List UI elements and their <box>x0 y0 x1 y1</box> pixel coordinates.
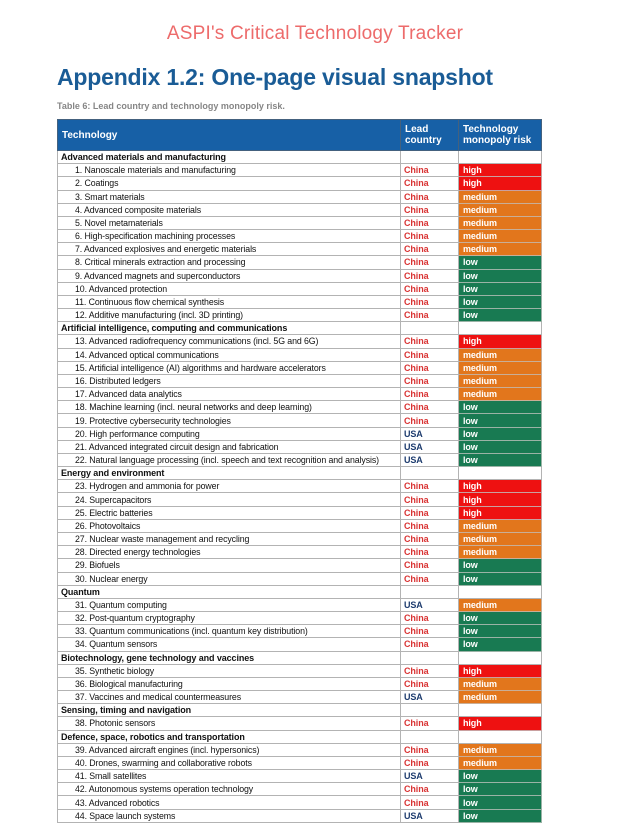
technology-name: 14. Advanced optical communications <box>58 348 401 361</box>
technology-row <box>58 717 542 730</box>
monopoly-risk-badge: low <box>459 427 542 440</box>
technology-name: 35. Synthetic biology <box>58 664 401 677</box>
monopoly-risk-badge: high <box>459 177 542 190</box>
monopoly-risk-badge: low <box>459 638 542 651</box>
monopoly-risk-badge: high <box>459 493 542 506</box>
technology-row <box>58 361 542 374</box>
technology-name: 11. Continuous flow chemical synthesis <box>58 295 401 308</box>
section-title: Biotechnology, gene technology and vaccines <box>58 651 401 664</box>
lead-country: China <box>401 493 459 506</box>
technology-name: 30. Nuclear energy <box>58 572 401 585</box>
technology-name: 34. Quantum sensors <box>58 638 401 651</box>
technology-row <box>58 809 542 822</box>
monopoly-risk-badge: medium <box>459 598 542 611</box>
section-title: Artificial intelligence, computing and communications <box>58 322 401 335</box>
lead-country: China <box>401 374 459 387</box>
lead-country: China <box>401 480 459 493</box>
technology-name: 19. Protective cybersecurity technologies <box>58 414 401 427</box>
lead-country: USA <box>401 427 459 440</box>
monopoly-risk-badge: high <box>459 664 542 677</box>
lead-country: China <box>401 572 459 585</box>
technology-row <box>58 559 542 572</box>
section-header-row <box>58 151 542 164</box>
technology-name: 22. Natural language processing (incl. speech and text recognition and analysis) <box>58 453 401 466</box>
technology-row <box>58 625 542 638</box>
monopoly-risk-badge: low <box>459 612 542 625</box>
empty-country-cell <box>401 585 459 598</box>
monopoly-risk-badge: medium <box>459 519 542 532</box>
technology-name: 43. Advanced robotics <box>58 796 401 809</box>
lead-country: China <box>401 625 459 638</box>
technology-name: 32. Post-quantum cryptography <box>58 612 401 625</box>
lead-country: China <box>401 295 459 308</box>
monopoly-risk-badge: medium <box>459 756 542 769</box>
technology-row <box>58 427 542 440</box>
technology-name: 39. Advanced aircraft engines (incl. hypersonics) <box>58 743 401 756</box>
technology-row <box>58 230 542 243</box>
section-title: Defence, space, robotics and transportation <box>58 730 401 743</box>
technology-row <box>58 348 542 361</box>
lead-country: China <box>401 269 459 282</box>
monopoly-risk-badge: low <box>459 783 542 796</box>
technology-name: 27. Nuclear waste management and recycling <box>58 532 401 545</box>
technology-name: 6. High-specification machining processes <box>58 230 401 243</box>
technology-name: 28. Directed energy technologies <box>58 546 401 559</box>
technology-row <box>58 388 542 401</box>
monopoly-risk-badge: low <box>459 401 542 414</box>
technology-row <box>58 480 542 493</box>
empty-country-cell <box>401 651 459 664</box>
technology-row <box>58 243 542 256</box>
column-header-technology: Technology <box>58 120 401 151</box>
technology-row <box>58 493 542 506</box>
monopoly-risk-badge: low <box>459 414 542 427</box>
technology-row <box>58 756 542 769</box>
technology-name: 16. Distributed ledgers <box>58 374 401 387</box>
technology-row <box>58 164 542 177</box>
technology-name: 29. Biofuels <box>58 559 401 572</box>
technology-row <box>58 612 542 625</box>
lead-country: China <box>401 164 459 177</box>
section-title: Energy and environment <box>58 467 401 480</box>
monopoly-risk-badge: high <box>459 717 542 730</box>
section-header-row <box>58 730 542 743</box>
lead-country: China <box>401 546 459 559</box>
lead-country: China <box>401 335 459 348</box>
technology-row <box>58 506 542 519</box>
technology-table <box>57 119 542 823</box>
section-title: Sensing, timing and navigation <box>58 704 401 717</box>
monopoly-risk-badge: low <box>459 295 542 308</box>
lead-country: China <box>401 756 459 769</box>
technology-name: 5. Novel metamaterials <box>58 216 401 229</box>
lead-country: USA <box>401 691 459 704</box>
empty-risk-cell <box>459 585 542 598</box>
lead-country: China <box>401 361 459 374</box>
lead-country: China <box>401 638 459 651</box>
monopoly-risk-badge: low <box>459 809 542 822</box>
lead-country: China <box>401 796 459 809</box>
monopoly-risk-badge: medium <box>459 203 542 216</box>
technology-row <box>58 664 542 677</box>
lead-country: China <box>401 216 459 229</box>
monopoly-risk-badge: low <box>459 256 542 269</box>
empty-risk-cell <box>459 730 542 743</box>
technology-row <box>58 532 542 545</box>
technology-row <box>58 203 542 216</box>
technology-row <box>58 190 542 203</box>
section-header-row <box>58 322 542 335</box>
section-header-row <box>58 467 542 480</box>
empty-risk-cell <box>459 322 542 335</box>
monopoly-risk-badge: high <box>459 506 542 519</box>
technology-name: 15. Artificial intelligence (AI) algorithms and hardware accelerators <box>58 361 401 374</box>
lead-country: China <box>401 743 459 756</box>
empty-country-cell <box>401 704 459 717</box>
lead-country: China <box>401 783 459 796</box>
technology-name: 31. Quantum computing <box>58 598 401 611</box>
technology-name: 20. High performance computing <box>58 427 401 440</box>
lead-country: China <box>401 519 459 532</box>
lead-country: China <box>401 664 459 677</box>
technology-name: 9. Advanced magnets and superconductors <box>58 269 401 282</box>
lead-country: USA <box>401 453 459 466</box>
table-caption: Table 6: Lead country and technology monopoly risk. <box>57 101 285 111</box>
technology-row <box>58 691 542 704</box>
technology-name: 12. Additive manufacturing (incl. 3D printing) <box>58 309 401 322</box>
technology-name: 4. Advanced composite materials <box>58 203 401 216</box>
empty-risk-cell <box>459 651 542 664</box>
technology-row <box>58 677 542 690</box>
technology-name: 21. Advanced integrated circuit design and fabrication <box>58 440 401 453</box>
technology-row <box>58 770 542 783</box>
technology-row <box>58 546 542 559</box>
monopoly-risk-badge: low <box>459 269 542 282</box>
monopoly-risk-badge: medium <box>459 743 542 756</box>
lead-country: China <box>401 177 459 190</box>
technology-row <box>58 309 542 322</box>
technology-name: 24. Supercapacitors <box>58 493 401 506</box>
section-title: Quantum <box>58 585 401 598</box>
technology-name: 26. Photovoltaics <box>58 519 401 532</box>
technology-name: 18. Machine learning (incl. neural networks and deep learning) <box>58 401 401 414</box>
lead-country: China <box>401 559 459 572</box>
lead-country: USA <box>401 770 459 783</box>
section-header-row <box>58 585 542 598</box>
empty-country-cell <box>401 322 459 335</box>
technology-row <box>58 572 542 585</box>
technology-name: 3. Smart materials <box>58 190 401 203</box>
monopoly-risk-badge: low <box>459 572 542 585</box>
lead-country: China <box>401 230 459 243</box>
lead-country: China <box>401 203 459 216</box>
monopoly-risk-badge: medium <box>459 374 542 387</box>
technology-row <box>58 783 542 796</box>
technology-name: 2. Coatings <box>58 177 401 190</box>
technology-row <box>58 598 542 611</box>
technology-name: 23. Hydrogen and ammonia for power <box>58 480 401 493</box>
lead-country: China <box>401 506 459 519</box>
technology-name: 25. Electric batteries <box>58 506 401 519</box>
monopoly-risk-badge: high <box>459 335 542 348</box>
technology-row <box>58 414 542 427</box>
lead-country: China <box>401 256 459 269</box>
technology-row <box>58 177 542 190</box>
monopoly-risk-badge: medium <box>459 388 542 401</box>
empty-country-cell <box>401 730 459 743</box>
technology-row <box>58 519 542 532</box>
monopoly-risk-badge: low <box>459 453 542 466</box>
technology-name: 36. Biological manufacturing <box>58 677 401 690</box>
technology-row <box>58 295 542 308</box>
technology-row <box>58 796 542 809</box>
technology-name: 42. Autonomous systems operation technology <box>58 783 401 796</box>
monopoly-risk-badge: low <box>459 282 542 295</box>
monopoly-risk-badge: medium <box>459 361 542 374</box>
technology-row <box>58 374 542 387</box>
page-title: Appendix 1.2: One-page visual snapshot <box>57 64 493 90</box>
monopoly-risk-badge: low <box>459 625 542 638</box>
lead-country: China <box>401 717 459 730</box>
monopoly-risk-badge: medium <box>459 677 542 690</box>
monopoly-risk-badge: low <box>459 440 542 453</box>
monopoly-risk-badge: medium <box>459 691 542 704</box>
technology-name: 13. Advanced radiofrequency communications (incl. 5G and 6G) <box>58 335 401 348</box>
monopoly-risk-badge: medium <box>459 243 542 256</box>
technology-name: 1. Nanoscale materials and manufacturing <box>58 164 401 177</box>
empty-risk-cell <box>459 704 542 717</box>
table-header-row <box>58 120 542 151</box>
empty-country-cell <box>401 151 459 164</box>
lead-country: China <box>401 532 459 545</box>
technology-row <box>58 401 542 414</box>
monopoly-risk-badge: low <box>459 309 542 322</box>
column-header-monopoly-risk: Technology monopoly risk <box>459 120 542 151</box>
monopoly-risk-badge: medium <box>459 546 542 559</box>
technology-row <box>58 743 542 756</box>
technology-row <box>58 216 542 229</box>
technology-name: 8. Critical minerals extraction and processing <box>58 256 401 269</box>
lead-country: China <box>401 190 459 203</box>
lead-country: China <box>401 282 459 295</box>
monopoly-risk-badge: medium <box>459 348 542 361</box>
technology-row <box>58 453 542 466</box>
technology-name: 41. Small satellites <box>58 770 401 783</box>
technology-name: 40. Drones, swarming and collaborative robots <box>58 756 401 769</box>
technology-name: 7. Advanced explosives and energetic materials <box>58 243 401 256</box>
lead-country: China <box>401 401 459 414</box>
monopoly-risk-badge: high <box>459 164 542 177</box>
monopoly-risk-badge: medium <box>459 532 542 545</box>
monopoly-risk-badge: low <box>459 559 542 572</box>
technology-row <box>58 256 542 269</box>
monopoly-risk-badge: low <box>459 770 542 783</box>
technology-row <box>58 269 542 282</box>
lead-country: USA <box>401 440 459 453</box>
technology-name: 38. Photonic sensors <box>58 717 401 730</box>
lead-country: China <box>401 612 459 625</box>
technology-row <box>58 282 542 295</box>
section-header-row <box>58 704 542 717</box>
tracker-header-title: ASPI's Critical Technology Tracker <box>166 23 464 44</box>
monopoly-risk-badge: medium <box>459 230 542 243</box>
technology-name: 37. Vaccines and medical countermeasures <box>58 691 401 704</box>
technology-name: 33. Quantum communications (incl. quantum key distribution) <box>58 625 401 638</box>
lead-country: China <box>401 243 459 256</box>
lead-country: China <box>401 348 459 361</box>
technology-row <box>58 638 542 651</box>
lead-country: China <box>401 309 459 322</box>
technology-name: 10. Advanced protection <box>58 282 401 295</box>
technology-row <box>58 440 542 453</box>
monopoly-risk-badge: low <box>459 796 542 809</box>
empty-country-cell <box>401 467 459 480</box>
technology-name: 17. Advanced data analytics <box>58 388 401 401</box>
lead-country: USA <box>401 598 459 611</box>
lead-country: USA <box>401 809 459 822</box>
technology-row <box>58 335 542 348</box>
empty-risk-cell <box>459 467 542 480</box>
monopoly-risk-badge: medium <box>459 190 542 203</box>
technology-name: 44. Space launch systems <box>58 809 401 822</box>
lead-country: China <box>401 414 459 427</box>
column-header-lead-country: Lead country <box>401 120 459 151</box>
monopoly-risk-badge: medium <box>459 216 542 229</box>
lead-country: China <box>401 677 459 690</box>
monopoly-risk-badge: high <box>459 480 542 493</box>
lead-country: China <box>401 388 459 401</box>
section-title: Advanced materials and manufacturing <box>58 151 401 164</box>
section-header-row <box>58 651 542 664</box>
empty-risk-cell <box>459 151 542 164</box>
